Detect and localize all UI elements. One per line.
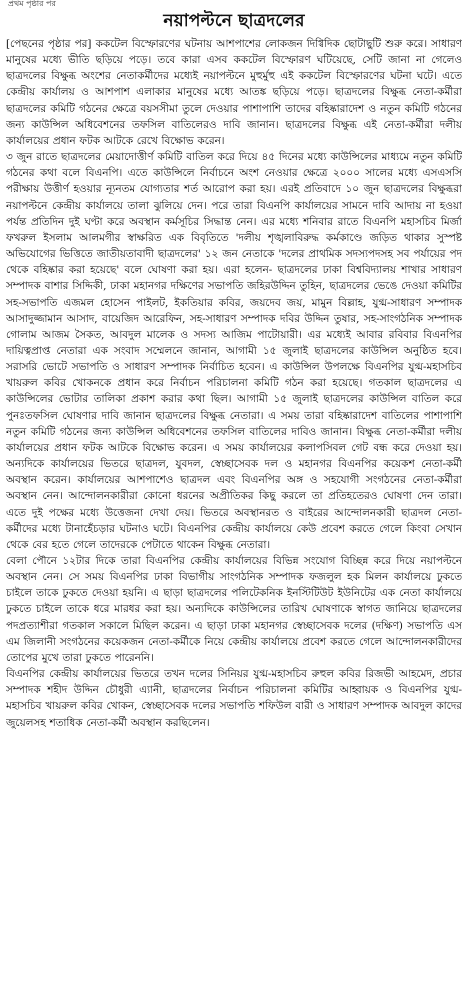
- article-paragraph: ৩ জুন রাতে ছাত্রদলের মেয়াদোত্তীর্ণ কমিটি বাতিল করে দিয়ে ৪৫ দিনের মধ্যে কাউন্সিলের মাধ্যমে নতুন কমিটি গঠনের কথা বলে বিএনপি। এতে কাউন্সিলে নির্বাচনে অংশ নেওয়ার ক্ষেত্রে ২০০০ সালের মধ্যে এসএসসি পরীক্ষায় উত্তীর্ণ হওয়ার ন্যূনতম যোগ্যতার শর্ত আরোপ করা হয়। এরই প্রতিবাদে ১০ জুন ছাত্রদলের বিক্ষুব্ধরা নয়াপল্টনে কেন্দ্রীয় কার্যালয়ে তালা ঝুলিয়ে দেন। পরে তারা বিএনপি কার্যালয়ের সামনে দাবি আদায় না হওয়া পর্যন্ত প্রতিদিন দুই ঘণ্টা করে অবস্থান কর্মসূচির সিদ্ধান্ত নেন। এর মধ্যে শনিবার রাতে বিএনপি মহাসচিব মির্জা ফখরুল ইসলাম আলমগীর স্বাক্ষরিত এক বিবৃতিতে 'দলীয় শৃঙ্খলাবিরুদ্ধ কর্মকাণ্ডে জড়িত থাকার সুস্পষ্ট অভিযোগের ভিত্তিতে জাতীয়তাবাদী ছাত্রদলের' ১২ জন নেতাকে 'দলের প্রাথমিক সদস্যপদসহ সব পর্যায়ের পদ থেকে বহিষ্কার করা হয়েছে' বলে ঘোষণা করা হয়। এরা হলেন- ছাত্রদলের ঢাকা বিশ্ববিদ্যালয় শাখার সাধারণ সম্পাদক বাশার সিদ্দিকী, ঢাকা মহানগর দক্ষিণের সভাপতি জহিরউদ্দিন তুহিন, ছাত্রদলের ভেঙে দেওয়া কমিটির সহ-সভাপতি এজমল হোসেন পাইলট, ইকতিয়ার কবির, জয়দেব জয়, মামুন বিল্লাহ, যুগ্ম-সাধারণ সম্পাদক আসাদুজ্জামান আসাদ, বায়েজিদ আরেফিন, সহ-সাধারণ সম্পাদক দবির উদ্দিন তুষার, সহ-সাংগঠনিক সম্পাদক গোলাম আজম সৈকত, আবদুল মালেক ও সদস্য আজিম পাটোয়ারী। এর মধ্যেই আবার রবিবার বিএনপির দায়িত্বপ্রাপ্ত নেতারা এক সংবাদ সম্মেলনে জানান, আগামী ১৫ জুলাই ছাত্রদলের কাউন্সিল অনুষ্ঠিত হবে। সরাসরি ভোটে সভাপতি ও সাধারণ সম্পাদক নির্বাচিত হবেন। এ কাউন্সিল উপলক্ষে বিএনপির যুগ্ম-মহাসচিব খায়রুল কবির খোকনকে প্রধান করে নির্বাচন পরিচালনা কমিটি গঠন করা হয়েছে। গতকাল ছাত্রদলের এ কাউন্সিলের ভোটার তালিকা প্রকাশ করার কথা ছিল। আগামী ১৫ জুলাই ছাত্রদলের কাউন্সিল বাতিল করে পুনঃতফসিল ঘোষণার দাবি জানান ছাত্রদলের বিক্ষুব্ধ নেতারা। এ সময় তারা বহিষ্কারাদেশ বাতিলের পাশাপাশি নতুন কমিটি গঠনের জন্য কাউন্সিল অধিবেশনের তফসিল বাতিলের দাবিও জানান। বিক্ষুব্ধ নেতা-কর্মীরা দলীয় কার্যালয়ের প্রধান ফটক আটকে বিক্ষোভ করেন। এ সময় কার্যালয়ের কলাপসিবল গেট বন্ধ করে দেওয়া হয়। অন্যদিকে কার্যালয়ের ভিতরে ছাত্রদল, যুবদল, স্বেচ্ছাসেবক দল ও মহানগর বিএনপির কয়েকশ নেতা-কর্মী অবস্থান করেন। কার্যালয়ের আশপাশেও ছাত্রদল এবং বিএনপির অঙ্গ ও সহযোগী সংগঠনের নেতা-কর্মীরা অবস্থান নেন। আন্দোলনকারীরা কোনো ধরনের অপ্রীতিকর কিছু করলে তা প্রতিহতেরও ঘোষণা দেন তারা। এতে দুই পক্ষের মধ্যে উত্তেজনা দেখা দেয়। ভিতরে অবস্থানরত ও বাইরের আন্দোলনকারী ছাত্রদল নেতা-কর্মীদের মধ্যে টানাহেঁচড়ার ঘটনাও ঘটে। বিএনপির কেন্দ্রীয় কার্যালয়ে কেউ প্রবেশ করতে গেলে কিংবা সেখান থেকে বের হতে গেলে তাদেরকে পেটাতে থাকেন বিক্ষুব্ধ নেতারা।: [6, 151, 462, 551]
- page-continuation-strip: প্রথম পৃষ্ঠার পর: [8, 0, 56, 8]
- continued-from-tag: [পেছনের পৃষ্ঠার পর]: [6, 38, 92, 50]
- article-paragraph: বিএনপির কেন্দ্রীয় কার্যালয়ের ভিতরে তখন দলের সিনিয়র যুগ্ম-মহাসচিব রুহুল কবির রিজভী আহমেদ, প্রচার সম্পাদক শহীদ উদ্দিন চৌধুরী এ্যানী, ছাত্রদলের নির্বাচন পরিচালনা কমিটির আহ্বায়ক ও বিএনপির যুগ্ম-মহাসচিব খায়রুল কবির খোকন, স্বেচ্ছাসেবক দলের সভাপতি শফিউল বারী ও সাধারণ সম্পাদক আবদুল কাদের জুয়েলসহ শতাধিক নেতা-কর্মী অবস্থান করছিলেন।: [6, 668, 462, 729]
- article-body: [6, 36, 462, 998]
- article-paragraph: [6, 36, 462, 149]
- article-paragraph: বেলা পৌনে ১২টার দিকে তারা বিএনপির কেন্দ্রীয় কার্যালয়ের বিভিন্ন সংযোগ বিচ্ছিন্ন করে দিয়ে নয়াপল্টনে অবস্থান নেন। সে সময় বিএনপির ঢাকা বিভাগীয় সাংগঠনিক সম্পাদক ফজলুল হক মিলন কার্যালয়ে ঢুকতে চাইলে তাকে ঢুকতে দেওয়া হয়নি। এ ছাড়া ছাত্রদলের পলিটেকনিক ইনস্টিটিউট ইউনিটের এক নেতা কার্যালয়ে ঢুকতে চাইলে তাকে ধরে মারধর করা হয়। অন্যদিকে কাউন্সিলের তারিখ ঘোষণাকে স্বাগত জানিয়ে ছাত্রদলের পদপ্রত্যাশীরা গতকাল সকালে মিছিল করেন। এ ছাড়া ঢাকা মহানগর স্বেচ্ছাসেবক দলের (দক্ষিণ) সভাপতি এস এম জিলানী সংগঠনের কয়েকজন নেতা-কর্মীকে নিয়ে কেন্দ্রীয় কার্যালয়ে প্রবেশ করতে গেলে আন্দোলনকারীদের তোপের মুখে তারা ঢুকতে পারেননি।: [6, 555, 462, 664]
- article-headline: নয়াপল্টনে ছাত্রদলের: [163, 11, 305, 31]
- paragraph-text: ককটেল বিস্ফোরণের ঘটনায় আশপাশের লোকজন দিগ্বিদিক ছোটাছুটি শুরু করে। সাধারণ মানুষের মধ্যে ভীতি ছড়িয়ে পড়ে। তবে কারা এসব ককটেল বিস্ফোরণ ঘটিয়েছে, সেটি জানা না গেলেও ছাত্রদলের বিক্ষুব্ধ অংশের নেতাকর্মীদের মধ্যেই নয়াপল্টনে মুহুর্মুহু এই ককটেল বিস্ফোরণের ঘটনা ঘটে। এতে কেন্দ্রীয় কার্যালয় ও আশপাশ এলাকার মানুষের মধ্যে আতঙ্ক ছড়িয়ে পড়ে। ছাত্রদলের বিক্ষুব্ধ নেতা-কর্মীরা ছাত্রদলের কমিটি গঠনের ক্ষেত্রে বয়সসীমা তুলে দেওয়ার পাশাপাশি তাদের বহিষ্কারাদেশ ও নতুন কমিটি গঠনের জন্য কাউন্সিল অধিবেশনের তফসিল বাতিলেরও দাবি জানান। ছাত্রদলের বিক্ষুব্ধ এই নেতা-কর্মীরা দলীয় কার্যালয়ের প্রধান ফটক আটকে রেখে বিক্ষোভ করেন।: [6, 38, 462, 147]
